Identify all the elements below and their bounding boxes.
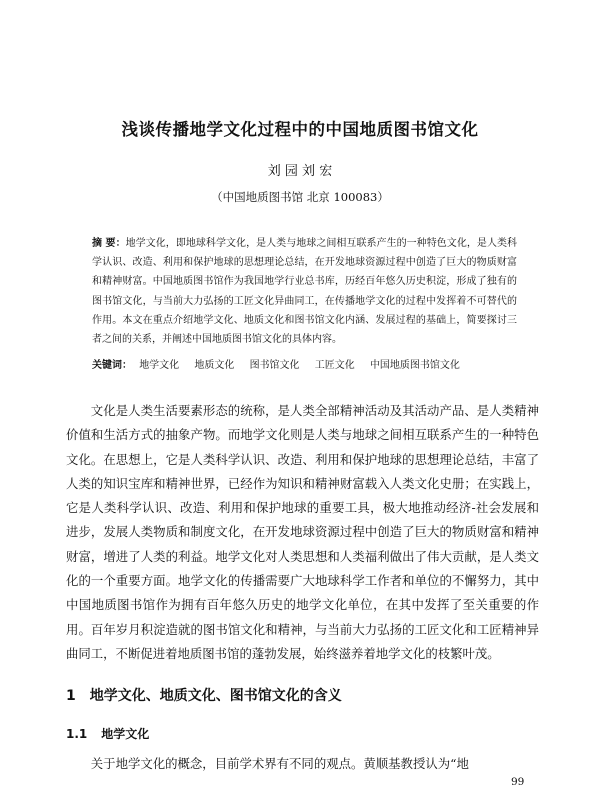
keyword: 工匠文化 [314, 360, 355, 371]
body-paragraph: 文化是人类生活要素形态的统称，是人类全部精神活动及其活动产品、是人类精神价值和生活方式的抽象产物。而地学文化则是人类与地球之间相互联系产生的一种特色文化。在思想上，它是人类科学认识、改造、利用和保护地球的思想理论总结，丰富了人类的知识宝库和精神世界，已经作为知识和精神财富载入人类文化史册；在实践上，它是人类科学认识、改造、利用和保护地球的重要工具，极大地推动经济-社会发展和进步，发展人类物质和制度文化，在开发地球资源过程中创造了巨大的物质财富和精神财富，增进了人类的利益。地学文化对人类思想和人类福利做出了伟大贡献，是人类文化的一个重要方面。地学文化的传播需要广大地球科学工作者和单位的不懈努力，其中中国地质图书馆作为拥有百年悠久历史的地学文化单位，在其中发挥了至关重要的作用。百年岁月积淀造就的图书馆文化和精神，与当前大力弘扬的工匠文化和工匠精神异曲同工，不断促进着地质图书馆的蓬勃发展，始终滋养着地学文化的枝繁叶茂。 [66, 403, 539, 661]
keywords [92, 356, 532, 371]
abstract [92, 234, 517, 349]
paper-title: 浅谈传播地学文化过程中的中国地质图书馆文化 [121, 120, 479, 139]
keyword: 地学文化 [139, 360, 180, 371]
keyword: 地质文化 [194, 360, 235, 371]
abstract-text: 地学文化，即地球科学文化，是人类与地球之间相互联系产生的一种特色文化，是人类科学认识、改造、利用和保护地球的思想理论总结，在开发地球资源过程中创造了巨大的物质财富和精神财富。中国地质图书馆作为我国地学行业总书库，历经百年悠久历史积淀，形成了独有的图书馆文化，与当前大力弘扬的工匠文化异曲同工，在传播地学文化的过程中发挥着不可替代的作用。本文在重点介绍地学文化、地质文化和图书馆文化内涵、发展过程的基础上，简要探讨三者之间的关系，并阐述中国地质图书馆文化的具体内容。 [92, 238, 518, 346]
subsection-number: 1.1 [66, 727, 88, 741]
page-number: 99 [511, 776, 525, 788]
abstract-label: 摘 要： [92, 238, 126, 249]
affiliation: （中国地质图书馆 北京 100083） [211, 190, 389, 204]
subsection-heading [66, 725, 149, 742]
body-paragraph-continued: 关于地学文化的概念，目前学术界有不同的观点。黄顺基教授认为“地 [90, 756, 469, 771]
section-heading [66, 685, 342, 705]
keywords-label: 关键词： [92, 360, 132, 371]
keyword: 图书馆文化 [249, 360, 300, 371]
keyword: 中国地质图书馆文化 [369, 360, 460, 371]
subsection-title: 地学文化 [101, 727, 150, 741]
section-title: 地学文化、地质文化、图书馆文化的含义 [89, 688, 342, 704]
authors: 刘 园 刘 宏 [267, 164, 333, 179]
section-number: 1 [66, 688, 76, 704]
